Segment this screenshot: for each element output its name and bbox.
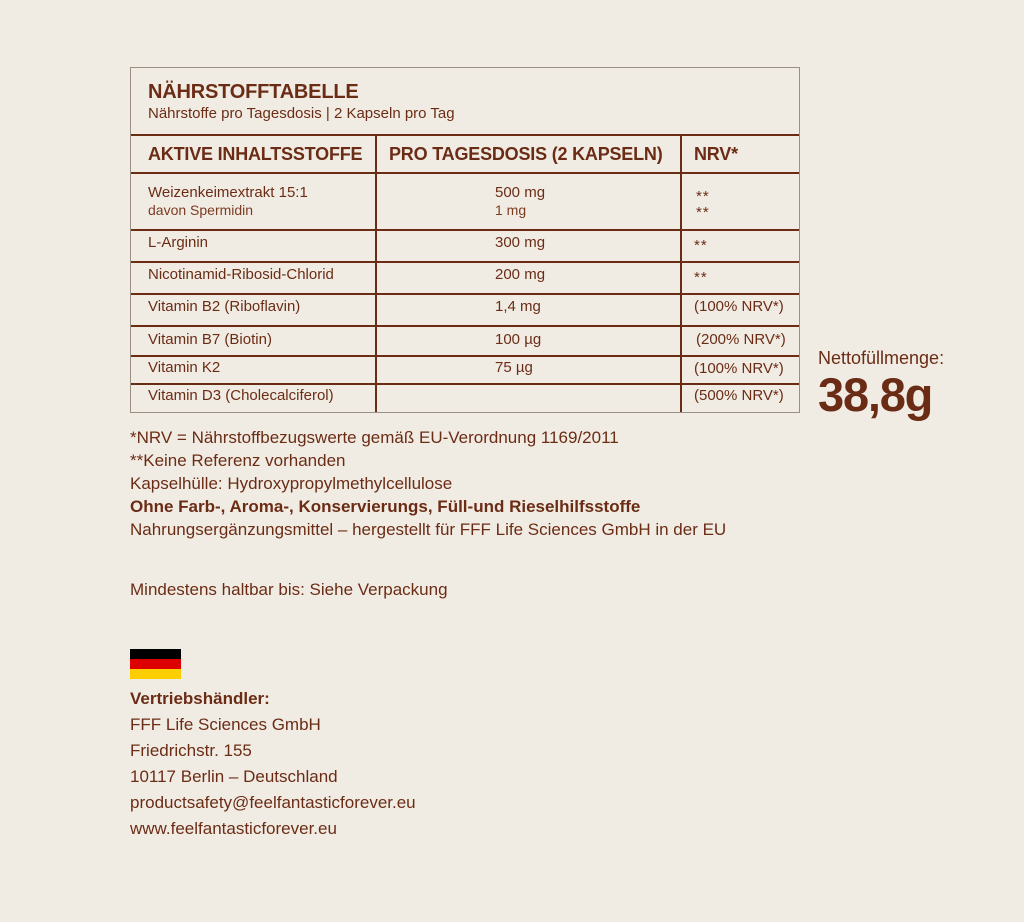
flag-band-black — [130, 649, 181, 659]
germany-flag-icon — [130, 649, 181, 679]
nrv-subvalue: ** — [696, 204, 710, 221]
note-line: **Keine Referenz vorhanden — [130, 451, 346, 470]
table-subtitle: Nährstoffe pro Tagesdosis | 2 Kapseln pro Tag — [148, 105, 455, 122]
nrv-value: (100% NRV*) — [694, 360, 784, 377]
nrv-value: (200% NRV*) — [696, 331, 786, 348]
distributor-email[interactable]: productsafety@feelfantasticforever.eu — [130, 793, 416, 812]
ingredient-name: Vitamin K2 — [148, 359, 221, 376]
dose-value: 100 µg — [495, 331, 542, 348]
table-header-row — [131, 136, 799, 173]
dose-value: 300 mg — [495, 234, 546, 251]
header-dose: PRO TAGESDOSIS (2 KAPSELN) — [389, 144, 663, 164]
nrv-value: (500% NRV*) — [694, 387, 784, 404]
nrv-value: ** — [694, 237, 708, 254]
ingredient-subname: davon Spermidin — [148, 202, 254, 218]
distributor-block — [130, 686, 416, 842]
table-row — [131, 357, 799, 383]
ingredient-name: L-Arginin — [148, 234, 209, 251]
table-row — [131, 174, 799, 229]
notes-block — [130, 426, 830, 541]
table-title: NÄHRSTOFFTABELLE — [148, 81, 359, 103]
note-line: *NRV = Nährstoffbezugswerte gemäß EU-Verordnung 1169/2011 — [130, 428, 619, 447]
table-row — [131, 385, 799, 414]
dose-value: 1,4 mg — [495, 298, 541, 315]
note-line: Nahrungsergänzungsmittel – hergestellt für FFF Life Sciences GmbH in der EU — [130, 520, 727, 539]
flag-band-red — [130, 659, 181, 669]
net-weight-block — [818, 348, 998, 421]
distributor-company: FFF Life Sciences GmbH — [130, 715, 321, 734]
ingredient-name: Nicotinamid-Ribosid-Chlorid — [148, 266, 334, 283]
nrv-value: (100% NRV*) — [694, 298, 784, 315]
nrv-value: ** — [696, 188, 710, 205]
net-weight-value: 38,8g — [818, 368, 933, 421]
ingredient-name: Vitamin B2 (Riboflavin) — [148, 298, 301, 315]
nutrition-table — [130, 67, 800, 413]
distributor-city: 10117 Berlin – Deutschland — [130, 767, 338, 786]
table-row — [131, 263, 799, 293]
dose-value: 200 mg — [495, 266, 546, 283]
table-row — [131, 231, 799, 261]
dose-subvalue: 1 mg — [495, 202, 527, 218]
note-line: Ohne Farb-, Aroma-, Konservierungs, Füll-und Rieselhilfsstoffe — [130, 497, 641, 516]
distributor-street: Friedrichstr. 155 — [130, 741, 252, 760]
header-ingredients: AKTIVE INHALTSSTOFFE — [148, 144, 363, 164]
ingredient-name: Vitamin D3 (Cholecalciferol) — [148, 387, 334, 404]
distributor-heading: Vertriebshändler: — [130, 689, 270, 708]
note-line: Kapselhülle: Hydroxypropylmethylcellulose — [130, 474, 453, 493]
distributor-website[interactable]: www.feelfantasticforever.eu — [130, 819, 337, 838]
nrv-value: ** — [694, 269, 708, 286]
table-row — [131, 295, 799, 325]
ingredient-name: Weizenkeimextrakt 15:1 — [148, 184, 308, 201]
best-before: Mindestens haltbar bis: Siehe Verpackung — [130, 580, 448, 599]
header-nrv: NRV* — [694, 144, 738, 164]
dose-value: 75 µg — [495, 359, 533, 376]
ingredient-name: Vitamin B7 (Biotin) — [148, 331, 272, 348]
table-row — [131, 327, 799, 355]
flag-band-gold — [130, 669, 181, 679]
dose-value: 500 mg — [495, 184, 546, 201]
table-title-block — [148, 82, 778, 123]
net-weight-label: Nettofüllmenge: — [818, 348, 945, 368]
